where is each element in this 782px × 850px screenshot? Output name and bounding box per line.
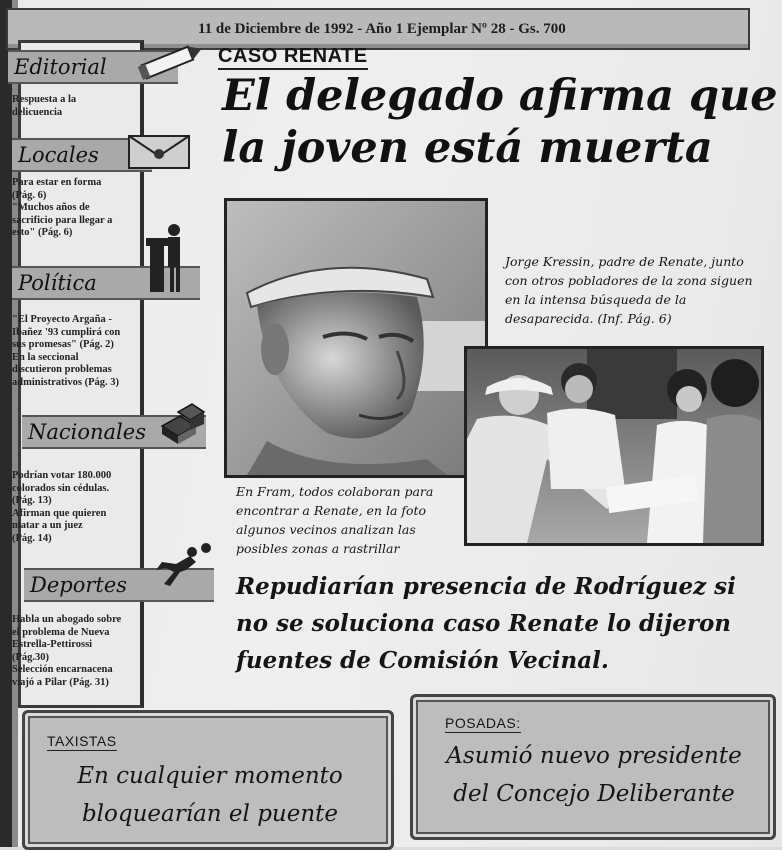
envelope-icon <box>127 132 195 172</box>
section-title-politica: Política <box>18 271 97 295</box>
caption-kressin: Jorge Kressin, padre de Renate, junto con otros pobladores de la zona siguen en la intensa búsqueda de la desaparecida. (Inf. Pág. 6) <box>505 254 753 326</box>
box-taxistas <box>22 710 394 850</box>
page-binding-edge <box>0 0 12 847</box>
box-title-posadas: Asumió nuevo presidente del Concejo Deliberante <box>446 743 742 807</box>
box-label-taxistas: TAXISTAS <box>47 733 117 749</box>
box-posadas <box>410 694 776 840</box>
photo-group-image <box>467 349 761 543</box>
boxes-icon <box>158 400 208 446</box>
photo-group-search <box>464 346 764 546</box>
section-items-locales: Para estar en forma (Pág. 6) "Muchos años de sacrificio para llegar a esto" (Pág. 6) <box>12 177 113 238</box>
section-title-nacionales: Nacionales <box>28 420 146 444</box>
section-items-editorial: Respuesta a la delicuencia <box>12 94 77 118</box>
photo-man-portrait <box>224 198 488 478</box>
box-title-taxistas: En cualquier momento bloquearían el puente <box>77 763 343 827</box>
section-title-deportes: Deportes <box>30 573 128 597</box>
section-items-politica: "El Proyecto Argaña - Ibañez '93 cumplirá con sus promesas" (Pág. 2) En la seccional discutieron problemas administrativos (Pág. 3) <box>12 314 121 388</box>
section-title-editorial: Editorial <box>14 55 107 79</box>
headline-line: la joven está muerta <box>222 123 713 173</box>
photo-portrait-image <box>227 201 485 475</box>
soccer-player-icon <box>146 540 218 590</box>
podium-speaker-icon <box>146 220 186 296</box>
secondary-headline: Repudiarían presencia de Rodríguez si no se soluciona caso Renate lo dijeron fuentes de Comisión Vecinal. <box>236 573 736 674</box>
main-headline <box>222 70 778 174</box>
headline-line: El delegado afirma que <box>222 71 778 121</box>
masthead-date-line: 11 de Diciembre de 1992 - Año 1 Ejemplar Nº 28 - Gs. 700 <box>198 21 566 37</box>
pencil-icon <box>136 40 206 82</box>
box-label-posadas: POSADAS: <box>445 715 521 731</box>
section-title-locales: Locales <box>18 143 99 167</box>
section-items-deportes: Habla un abogado sobre el problema de Nueva Estrella-Pettirossi (Pág.30) Selección encarnacena viajó a Pilar (Pág. 31) <box>12 614 122 688</box>
caption-fram: En Fram, todos colaboran para encontrar a Renate, en la foto algunos vecinos analizan las posibles zonas a rastrillar <box>236 484 434 556</box>
story-kicker: CASO RENATE <box>218 44 368 70</box>
section-items-nacionales: Podrían votar 180.000 colorados sin cédulas. (Pág. 13) Afirman que quieren matar a un juez (Pág. 14) <box>12 470 112 544</box>
